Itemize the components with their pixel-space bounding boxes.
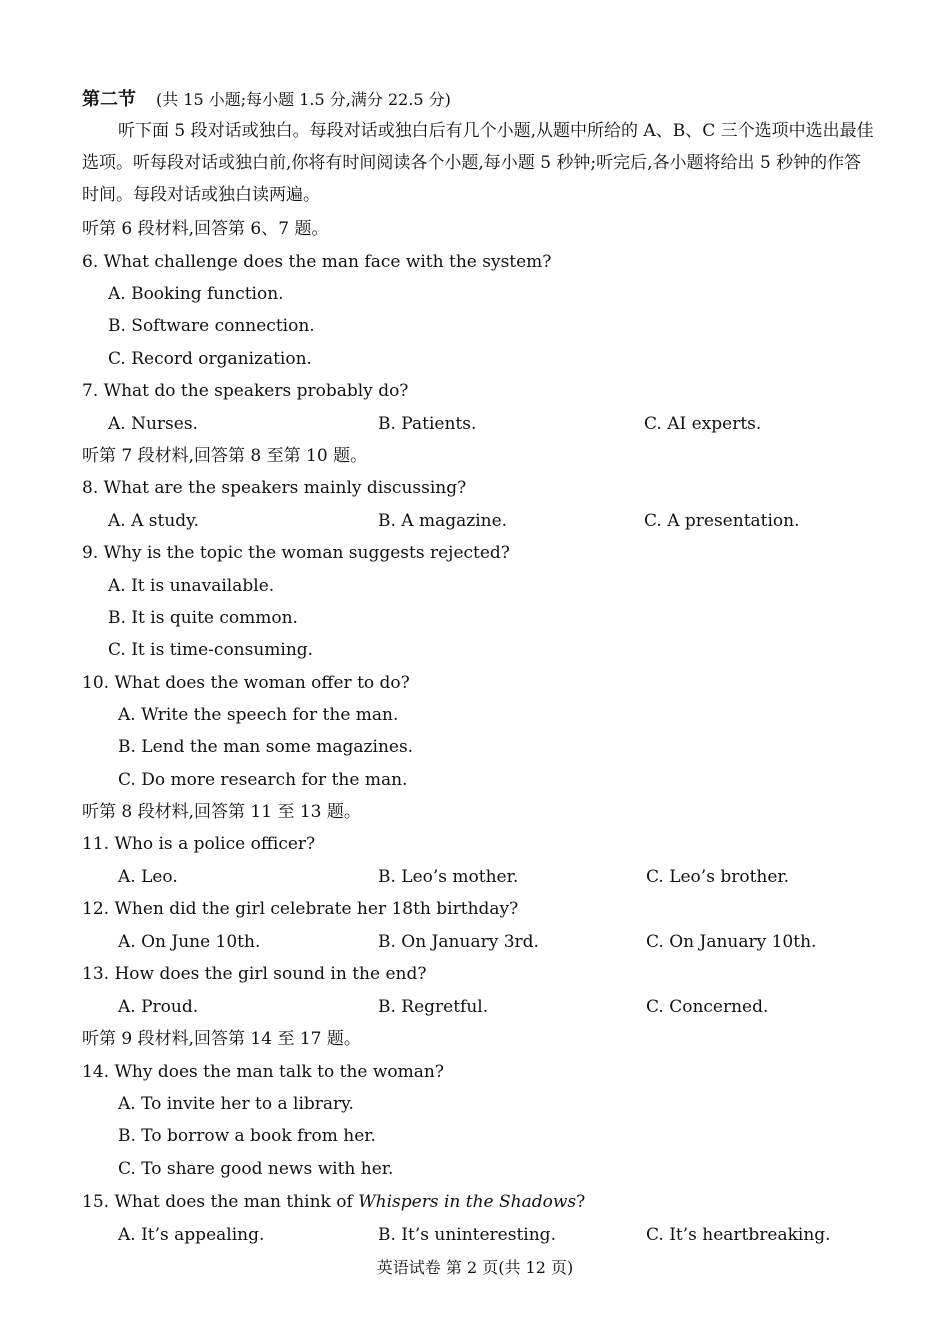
question-7-options <box>0 408 950 440</box>
question-10-option-b: B. Lend the man some magazines. <box>118 737 414 757</box>
dialogue-header-8: 听第 8 段材料,回答第 11 至 13 题。 <box>82 802 361 822</box>
section-instructions: 听下面 5 段对话或独白。每段对话或独白后有几个小题,从题中所给的 A、B、C 三个选项中选出最佳选项。听每段对话或独白前,你将有时间阅读各个小题,每小题 5 秒钟;听完后,各小题将给出 5 秒钟的作答时间。每段对话或独白读两遍。 <box>82 121 874 205</box>
page-footer: 英语试卷 第 2 页(共 12 页) <box>376 1258 574 1277</box>
question-9-option-c: C. It is time-consuming. <box>108 640 314 660</box>
question-14-option-b: B. To borrow a book from her. <box>118 1126 376 1146</box>
question-13-option-a: A. Proud. <box>118 997 199 1017</box>
question-10-stem: 10. What does the woman offer to do? <box>82 673 410 693</box>
question-8-options <box>0 505 950 537</box>
question-12-option-a: A. On June 10th. <box>118 932 261 952</box>
question-14-option-a: A. To invite her to a library. <box>118 1094 354 1114</box>
section-title: 第二节 <box>82 89 136 110</box>
question-6-option-c: C. Record organization. <box>108 349 312 369</box>
question-13-stem: 13. How does the girl sound in the end? <box>82 964 427 984</box>
book-title: Whispers in the Shadows <box>358 1192 577 1212</box>
question-6-stem: 6. What challenge does the man face with the system? <box>82 252 552 272</box>
question-15-option-c: C. It’s heartbreaking. <box>646 1225 831 1245</box>
section-heading <box>0 84 950 116</box>
question-15-option-b: B. It’s uninteresting. <box>378 1225 556 1245</box>
question-12-options <box>0 926 950 958</box>
question-6-option-a: A. Booking function. <box>108 284 284 304</box>
question-8-option-a: A. A study. <box>108 511 199 531</box>
question-9-option-b: B. It is quite common. <box>108 608 298 628</box>
question-12-option-c: C. On January 10th. <box>646 932 817 952</box>
question-6-option-b: B. Software connection. <box>108 316 315 336</box>
question-10-option-c: C. Do more research for the man. <box>118 770 408 790</box>
question-9-stem: 9. Why is the topic the woman suggests rejected? <box>82 543 510 563</box>
question-15-options <box>0 1219 950 1251</box>
question-8-option-c: C. A presentation. <box>644 511 800 531</box>
question-11-stem: 11. Who is a police officer? <box>82 834 316 854</box>
section-score-note: (共 15 小题;每小题 1.5 分,满分 22.5 分) <box>156 90 451 109</box>
dialogue-header-6: 听第 6 段材料,回答第 6、7 题。 <box>82 219 329 239</box>
question-7-option-a: A. Nurses. <box>108 414 198 434</box>
question-11-option-a: A. Leo. <box>118 867 178 887</box>
question-8-stem: 8. What are the speakers mainly discussing? <box>82 478 467 498</box>
question-7-stem: 7. What do the speakers probably do? <box>82 381 409 401</box>
question-15-option-a: A. It’s appealing. <box>118 1225 265 1245</box>
dialogue-header-9: 听第 9 段材料,回答第 14 至 17 题。 <box>82 1029 361 1049</box>
question-11-options <box>0 861 950 893</box>
question-10-option-a: A. Write the speech for the man. <box>118 705 399 725</box>
question-12-option-b: B. On January 3rd. <box>378 932 539 952</box>
question-15-stem: 15. What does the man think of Whispers in the Shadows? <box>82 1192 586 1212</box>
question-7-option-b: B. Patients. <box>378 414 477 434</box>
question-11-option-c: C. Leo’s brother. <box>646 867 790 887</box>
question-13-options <box>0 991 950 1023</box>
question-11-option-b: B. Leo’s mother. <box>378 867 519 887</box>
question-13-option-b: B. Regretful. <box>378 997 489 1017</box>
dialogue-header-7: 听第 7 段材料,回答第 8 至第 10 题。 <box>82 446 368 466</box>
question-8-option-b: B. A magazine. <box>378 511 508 531</box>
question-14-stem: 14. Why does the man talk to the woman? <box>82 1062 444 1082</box>
question-7-option-c: C. AI experts. <box>644 414 762 434</box>
question-9-option-a: A. It is unavailable. <box>108 576 275 596</box>
question-12-stem: 12. When did the girl celebrate her 18th birthday? <box>82 899 519 919</box>
question-14-option-c: C. To share good news with her. <box>118 1159 394 1179</box>
question-13-option-c: C. Concerned. <box>646 997 769 1017</box>
